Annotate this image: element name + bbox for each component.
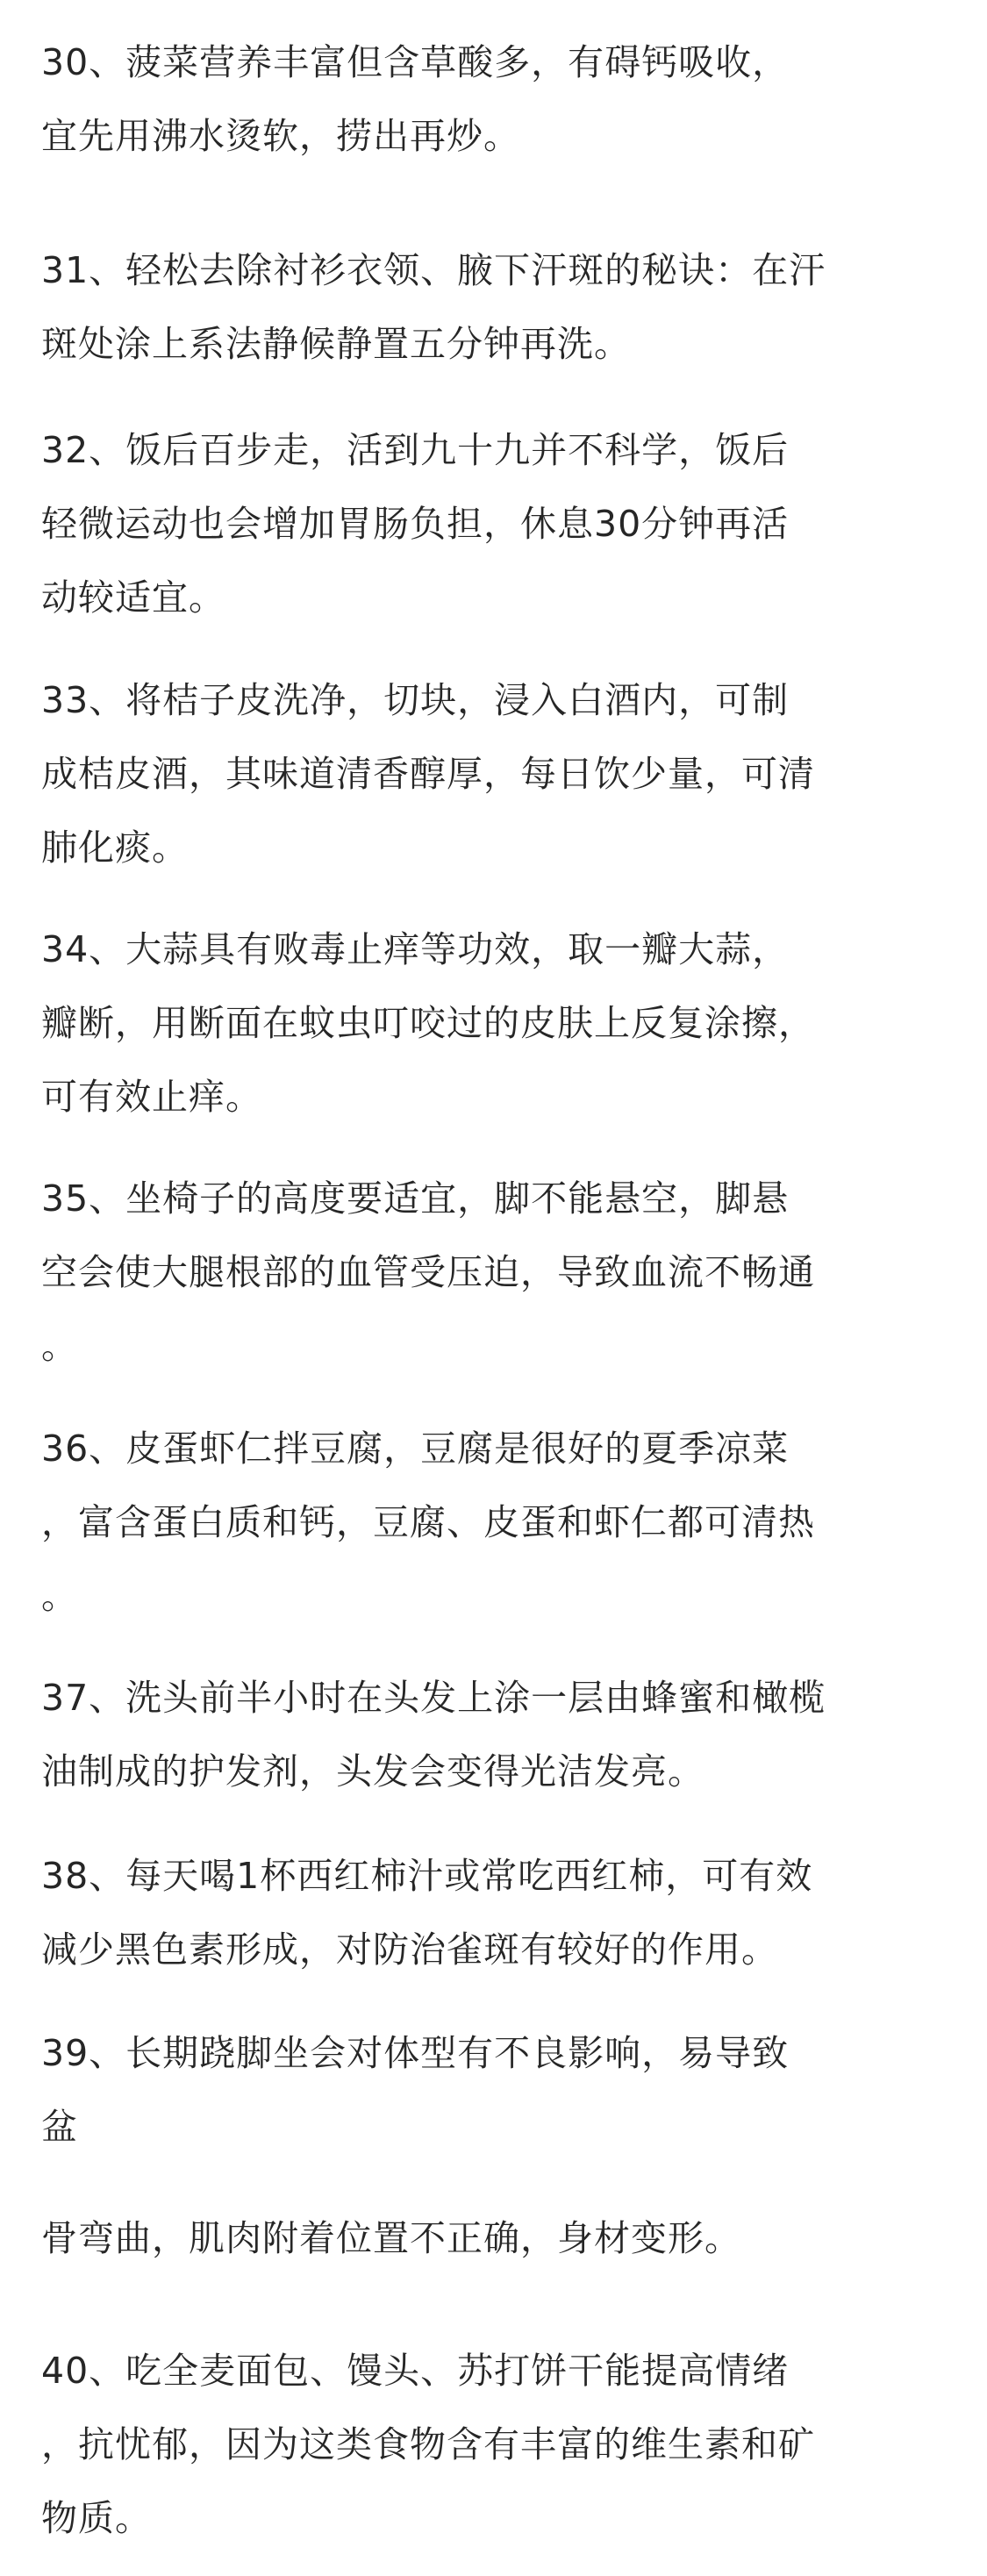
text-line: 40、吃全麦面包、馒头、苏打饼干能提高情绪: [41, 2350, 790, 2392]
text-line: 31、轻松去除衬衫衣领、腋下汗斑的秘诀：在汗: [41, 249, 826, 291]
text-line: 油制成的护发剂，头发会变得光洁发亮。: [41, 1750, 704, 1792]
text-line: 30、菠菜营养丰富但含草酸多，有碍钙吸收，: [41, 41, 790, 83]
text-line: 37、洗头前半小时在头发上涂一层由蜂蜜和橄榄: [41, 1677, 826, 1719]
tip-40: [41, 2334, 971, 2555]
text-line: 空会使大腿根部的血管受压迫，导致血流不畅通: [41, 1251, 815, 1293]
text-line: 盆: [41, 2106, 78, 2148]
tip-39: [41, 2016, 971, 2164]
text-line: 36、皮蛋虾仁拌豆腐，豆腐是很好的夏季凉菜: [41, 1428, 790, 1470]
text-line: 34、大蒜具有败毒止痒等功效，取一瓣大蒜，: [41, 928, 790, 970]
text-line: ，富含蛋白质和钙，豆腐、皮蛋和虾仁都可清热: [41, 1501, 815, 1543]
tip-31: [41, 233, 971, 381]
text-line: 减少黑色素形成，对防治雀斑有较好的作用。: [41, 1928, 778, 1971]
tip-30: [41, 25, 971, 173]
tip-33: [41, 663, 971, 884]
text-line: 38、每天喝1杯西红柿汁或常吃西红柿，可有效: [41, 1855, 813, 1897]
text-line: 骨弯曲，肌肉附着位置不正确，身材变形。: [41, 2217, 741, 2259]
text-line: 瓣断，用断面在蚊虫叮咬过的皮肤上反复涂擦，: [41, 1002, 815, 1044]
text-line: 物质。: [41, 2497, 152, 2539]
text-line: 肺化痰。: [41, 826, 189, 869]
text-line: 。: [41, 1325, 78, 1367]
tip-36: [41, 1412, 971, 1633]
tip-37: [41, 1661, 971, 1808]
text-line: 动较适宜。: [41, 576, 225, 619]
tip-38: [41, 1839, 971, 1986]
tip-32: [41, 413, 971, 634]
text-line: 可有效止痒。: [41, 1076, 262, 1118]
text-line: 39、长期跷脚坐会对体型有不良影响，易导致: [41, 2032, 790, 2074]
text-line: 32、饭后百步走，活到九十九并不科学，饭后: [41, 429, 790, 471]
tip-39-continued: [41, 2201, 971, 2275]
text-line: ，抗忧郁，因为这类食物含有丰富的维生素和矿: [41, 2423, 815, 2465]
text-line: 。: [41, 1575, 78, 1617]
tip-35: [41, 1162, 971, 1383]
text-line: 成桔皮酒，其味道清香醇厚，每日饮少量，可清: [41, 753, 815, 795]
text-line: 33、将桔子皮洗净，切块，浸入白酒内，可制: [41, 679, 790, 721]
text-line: 宜先用沸水烫软，捞出再炒。: [41, 115, 520, 157]
tip-34: [41, 912, 971, 1134]
text-line: 35、坐椅子的高度要适宜，脚不能悬空，脚悬: [41, 1177, 790, 1220]
text-line: 轻微运动也会增加胃肠负担，休息30分钟再活: [41, 503, 790, 545]
text-line: 斑处涂上系法静候静置五分钟再洗。: [41, 323, 631, 365]
